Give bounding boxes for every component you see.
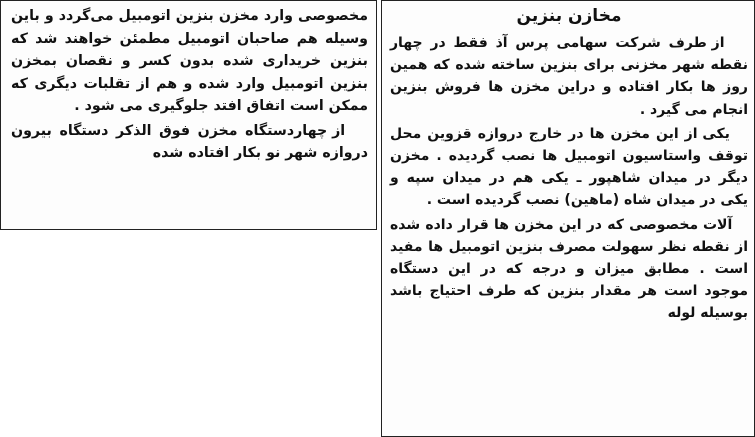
left-paragraph-1: مخصوصی وارد مخزن بنزین اتومبیل می‌گردد و باین وسیله هم صاحبان اتومبیل مطمئن خواهند شد که بنزین خریداری شده بدون کسر و نقصان بمخزن بنزین اتومبیل وارد شده و هم از تقلبات دیگری که ممکن است اتفاق افتد جلوگیری می شود . [11, 8, 368, 114]
right-paragraph-1: از طرف شرکت سهامی پرس آذ فقط در چهار نقطه شهر مخزنی برای بنزین ساخته شده که همین روز ها بکار افتاده و دراین مخزن ها فروش بنزین انجام می گیرد . [390, 35, 748, 118]
right-clipping-body [390, 3, 748, 325]
right-paragraph-2: یکی از این مخزن ها در خارج دروازه قزوین محل توقف واستاسیون اتومبیل ها نصب گردیده . مخزن دیگر در میدان شاهپور ـ یکی هم در میدان سپه و یکی در میدان شاه (ماهین) نصب گردیده است . [390, 125, 748, 209]
right-newspaper-clipping [381, 0, 755, 437]
left-paragraph-2: از چهاردستگاه مخزن فوق الذکر دستگاه بیرون دروازه شهر نو بکار افتاده شده [11, 122, 368, 161]
left-newspaper-clipping [0, 0, 377, 230]
right-paragraph-3: آلات مخصوصی که در این مخزن ها قرار داده شده از نقطه نظر سهولت مصرف بنزین اتومبیل ها مفید است . مطابق میزان و درجه که در این دستگاه موجود است هر مقدار بنزین که طرف احتیاج باشد بوسیله لوله [390, 216, 748, 322]
left-clipping-body [11, 5, 368, 165]
article-headline: مخازن بنزین [516, 6, 622, 26]
